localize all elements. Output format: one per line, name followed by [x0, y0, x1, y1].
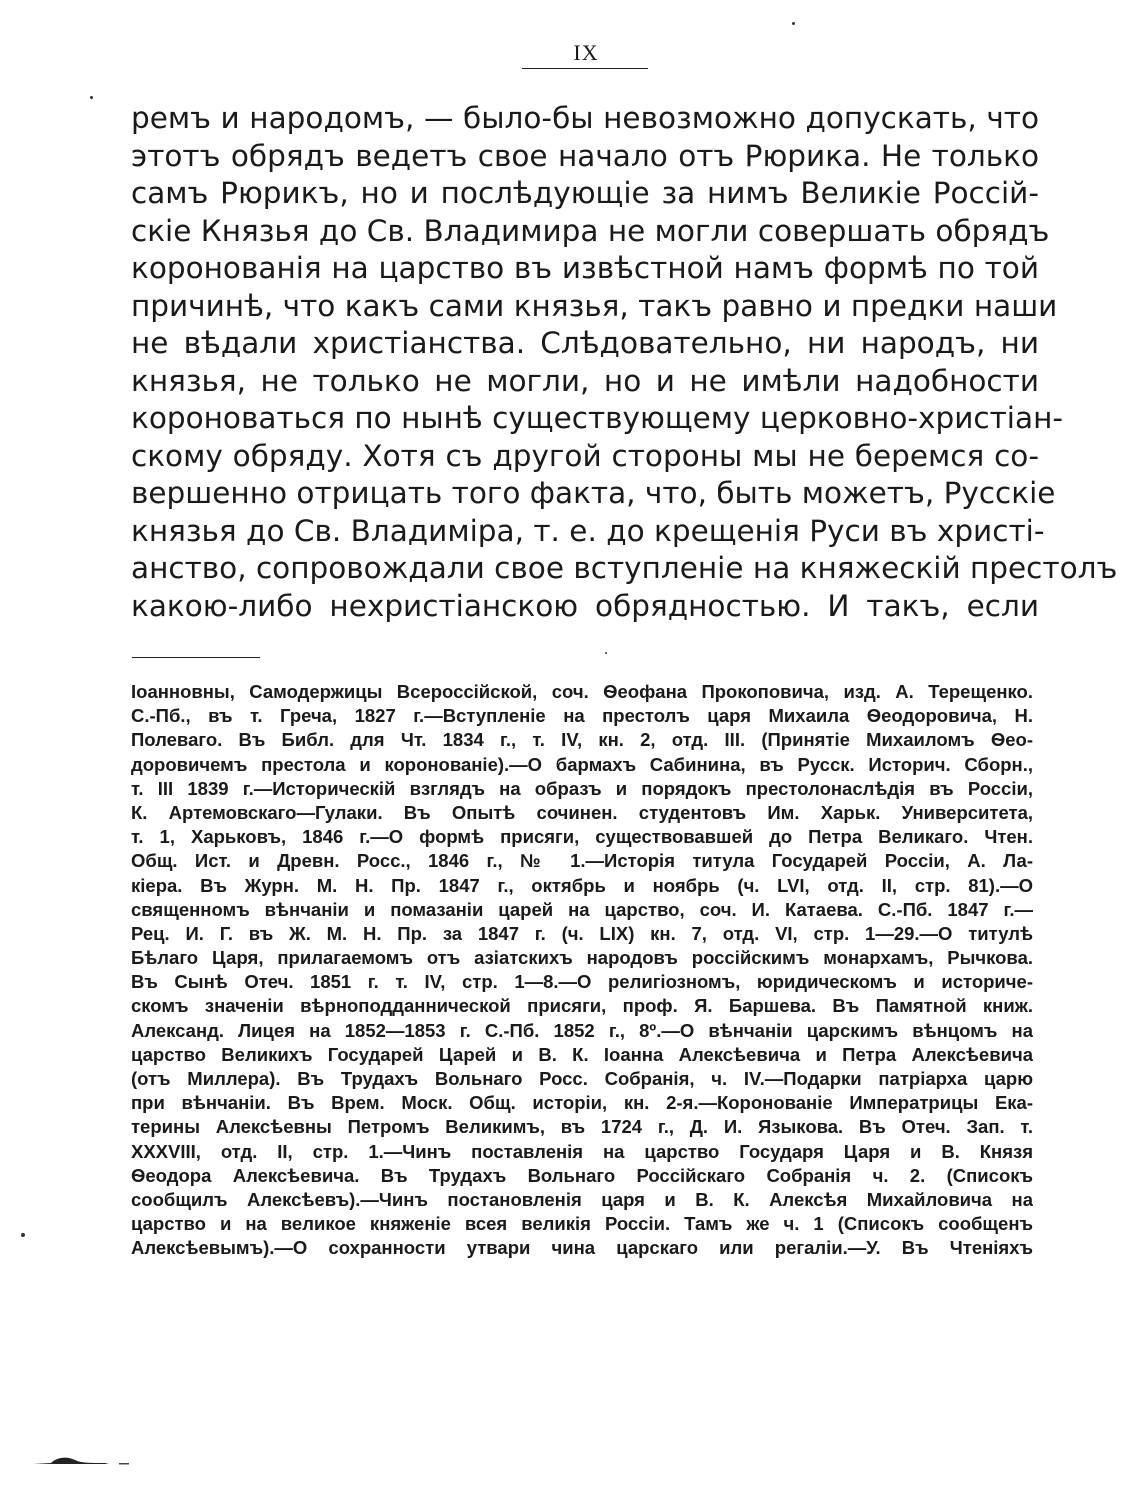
footnote-line: Ѳеодора Алексѣевича. Въ Трудахъ Вольнаго Россійскаго Собранія ч. 2. (Списокъ — [131, 1164, 1033, 1186]
main-text-line: скіе Князья до Св. Владимира не могли совершать обрядъ — [131, 213, 1050, 248]
main-text-line: анство, сопровождали свое вступленіе на княжескій престолъ — [131, 551, 1118, 585]
footnote-line: Полеваго. Въ Библ. для Чт. 1834 г., т. IV, кн. 2, отд. III. (Принятіе Михаиломъ Ѳео- — [131, 729, 1033, 751]
scan-edge-mark — [33, 1455, 133, 1467]
main-text-line: ремъ и народомъ, — было-бы невозможно допускать, что — [131, 101, 1039, 135]
main-text-block — [131, 100, 1118, 625]
footnote-line: терины Алексѣевны Петромъ Великимъ, въ 1724 г., Д. И. Языкова. Въ Отеч. Зап. т. — [131, 1116, 1033, 1138]
main-text-line: князья до Св. Владиміра, т. е. до крещенія Руси въ христі- — [131, 513, 1045, 548]
page-number-rule — [522, 68, 648, 69]
footnote-line: С.-Пб., въ т. Греча, 1827 г.—Вступленіе на престолъ царя Михаила Ѳеодоровича, Н. — [131, 705, 1033, 727]
main-text-line: самъ Рюрикъ, но и послѣдующіе за нимъ Великіе Россій- — [131, 176, 1039, 210]
footnote-line: (отъ Миллера). Въ Трудахъ Вольнаго Росс. Собранія, ч. IV.—Подарки патріарха царю — [131, 1068, 1033, 1089]
footnote-line: священномъ вѣнчаніи и помазаніи царей на царство, соч. И. Катаева. С.-Пб. 1847 г.— — [131, 898, 1033, 920]
footnote-line: т. 1, Харьковъ, 1846 г.—О формѣ присяги, существовавшей до Петра Великаго. Чтен. — [131, 826, 1033, 848]
main-text-line: не вѣдали христіанства. Слѣдовательно, ни народъ, ни — [131, 326, 1039, 360]
scan-speck — [21, 1233, 25, 1237]
footnote-line: сообщилъ Алексѣевъ).—Чинъ постановленія царя и В. К. Алексѣя Михайловича на — [131, 1188, 1033, 1210]
page-number: IX — [573, 40, 599, 65]
main-text-line: какою-либо нехристіанскою обрядностью. И такъ, если — [131, 588, 1039, 623]
main-text-line: скому обряду. Хотя съ другой стороны мы не беремся со- — [131, 438, 1039, 473]
footnote-line: при вѣнчаніи. Въ Врем. Моск. Общ. исторіи, кн. 2-я.—Коронованіе Императрицы Ека- — [131, 1092, 1033, 1114]
footnote-line: скомъ значеніи вѣрноподданнической присяги, проф. Я. Баршева. Въ Памятной книж. — [131, 995, 1033, 1017]
footnote-line: Александ. Лицея на 1852—1853 г. С.-Пб. 1852 г., 8º.—О вѣнчаніи царскимъ вѣнцомъ на — [131, 1019, 1033, 1041]
scan-speck — [792, 22, 795, 25]
main-text-line: вершенно отрицать того факта, что, быть можетъ, Русскіе — [131, 476, 1056, 510]
footnote-separator — [132, 657, 260, 658]
footnote-line: К. Артемовскаго—Гулаки. Въ Опытѣ сочинен. студентовъ Им. Харьк. Университета, — [131, 801, 1033, 823]
footnote-line: доровичемъ престола и коронованіе).—О бармахъ Сабинина, въ Русск. Историч. Сборн., — [131, 753, 1033, 775]
footnote-line: царство Великихъ Государей Царей и В. К. Іоанна Алексѣевича и Петра Алексѣевича — [131, 1043, 1033, 1065]
footnote-line: царство и на великое княженіе всея великія Россіи. Тамъ же ч. 1 (Списокъ сообщенъ — [131, 1213, 1033, 1235]
footnote-line: кіера. Въ Журн. М. Н. Пр. 1847 г., октябрь и ноябрь (ч. LVI, отд. II, стр. 81).—О — [131, 874, 1033, 896]
footnote-line: Въ Сынѣ Отеч. 1851 г. т. IV, стр. 1—8.—О религіозномъ, юридическомъ и историче- — [131, 971, 1033, 993]
main-text-line: причинѣ, что какъ сами князья, такъ равно и предки наши — [131, 288, 1058, 323]
main-text-line: короноваться по нынѣ существующему церковно-христіан- — [131, 401, 1064, 435]
footnote-block — [131, 680, 1033, 1261]
footnote-line: Алексѣевымъ).—О сохранности утвари чина царскаго или регаліи.—У. Въ Чтеніяхъ — [131, 1237, 1033, 1259]
scan-speck — [90, 96, 93, 99]
footnote-line: Іоанновны, Самодержицы Всероссійской, соч. Ѳеофана Прокоповича, изд. А. Терещенко. — [131, 681, 1033, 702]
main-text-line: князья, не только не могли, но и не имѣли надобности — [131, 363, 1039, 398]
footnote-line: т. III 1839 г.—Историческій взглядъ на образъ и порядокъ престолонаслѣдія въ Россіи, — [131, 777, 1033, 799]
footnote-line: Рец. И. Г. въ Ж. М. Н. Пр. за 1847 г. (ч. LIX) кн. 7, отд. VI, стр. 1—29.—О титулѣ — [131, 922, 1033, 944]
footnote-line: XXXVIII, отд. II, стр. 1.—Чинъ поставленія на царство Государя Царя и В. Князя — [131, 1140, 1033, 1162]
scan-speck — [605, 652, 607, 654]
footnote-line: Общ. Ист. и Древн. Росс., 1846 г., № 1.—Исторія титула Государей Россіи, А. Ла- — [131, 850, 1033, 872]
main-text-line: коронованія на царство въ извѣстной намъ формѣ по той — [131, 251, 1039, 285]
footnote-line: Бѣлаго Царя, прилагаемомъ отъ азіатскихъ народовъ россійскимъ монархамъ, Рычкова. — [131, 947, 1033, 969]
main-text-line: этотъ обрядъ ведетъ свое начало отъ Рюрика. Не только — [131, 138, 1039, 173]
